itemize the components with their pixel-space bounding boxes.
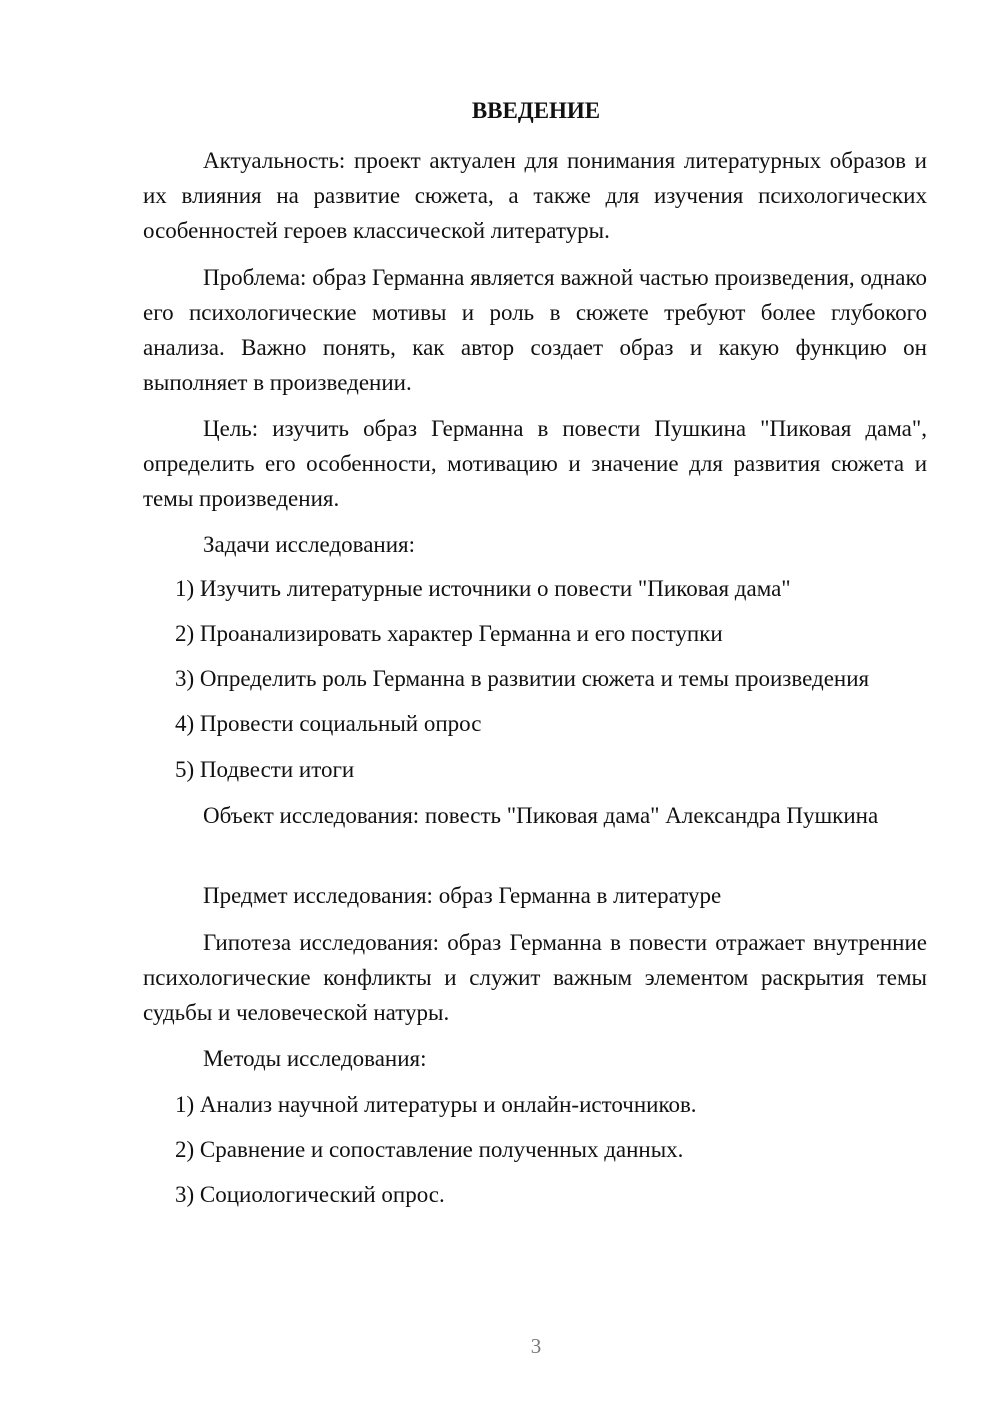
task-item: 4) Провести социальный опрос — [175, 711, 482, 736]
page-number: 3 — [530, 1334, 542, 1358]
section-title: ВВЕДЕНИЕ — [471, 98, 601, 123]
tasks-heading: Задачи исследования: — [203, 532, 416, 557]
method-item: 1) Анализ научной литературы и онлайн-источников. — [175, 1092, 697, 1117]
task-item: 5) Подвести итоги — [175, 757, 355, 782]
subject-paragraph: Предмет исследования: образ Германна в литературе — [203, 883, 722, 908]
goal-paragraph: Цель: изучить образ Германна в повести Пушкина "Пиковая дама", определить его особенности, мотивацию и значение для развития сюжета и темы произведения. — [143, 416, 927, 511]
task-item: 1) Изучить литературные источники о повести "Пиковая дама" — [175, 576, 791, 601]
relevance-paragraph: Актуальность: проект актуален для понимания литературных образов и их влияния на развитие сюжета, а также для изучения психологических особенностей героев классической литературы. — [143, 148, 927, 243]
task-item: 2) Проанализировать характер Германна и его поступки — [175, 621, 723, 646]
hypothesis-paragraph: Гипотеза исследования: образ Германна в повести отражает внутренние психологические конфликты и служит важным элементом раскрытия темы судьбы и человеческой натуры. — [143, 930, 927, 1025]
methods-heading: Методы исследования: — [203, 1046, 427, 1071]
object-paragraph: Объект исследования: повесть "Пиковая дама" Александра Пушкина — [203, 803, 879, 828]
problem-paragraph: Проблема: образ Германна является важной частью произведения, однако его психологические мотивы и роль в сюжете требуют более глубокого анализа. Важно понять, как автор создает образ и какую функцию он выполняет в произведении. — [143, 265, 927, 395]
method-item: 3) Социологический опрос. — [175, 1182, 445, 1207]
method-item: 2) Сравнение и сопоставление полученных данных. — [175, 1137, 684, 1162]
task-item: 3) Определить роль Германна в развитии сюжета и темы произведения — [175, 666, 870, 691]
